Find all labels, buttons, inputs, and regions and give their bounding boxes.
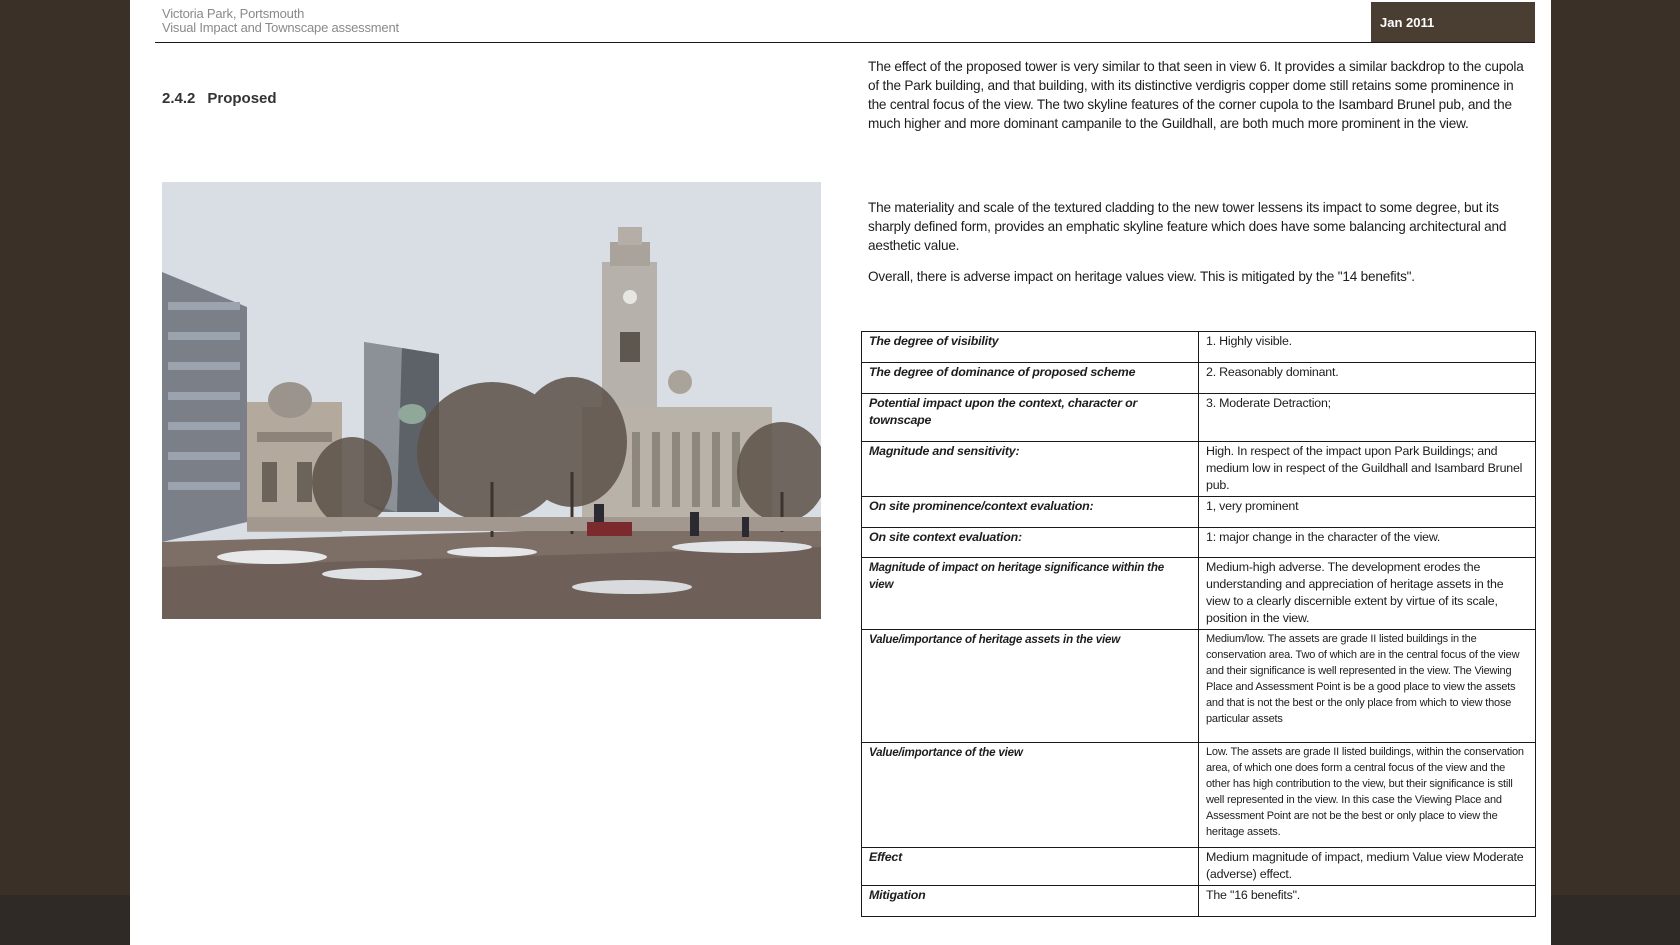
row-criterion: Value/importance of heritage assets in the view (862, 630, 1199, 743)
row-assessment: 1, very prominent (1199, 497, 1536, 528)
section-title: Proposed (207, 90, 277, 107)
table-row (862, 743, 1536, 848)
row-criterion: Effect (862, 848, 1199, 886)
section-number: 2.4.2 (162, 90, 196, 107)
document-page (130, 0, 1551, 945)
row-assessment: The "16 benefits". (1199, 886, 1536, 917)
row-criterion: The degree of dominance of proposed scheme (862, 363, 1199, 394)
table-row (862, 848, 1536, 886)
paragraph-materiality: The materiality and scale of the textured cladding to the new tower lessens its impact to some degree, but its sharply defined form, provides an emphatic skyline feature which does have some balancing architectural and aesthetic value. (868, 200, 1507, 253)
section-heading (162, 90, 277, 107)
row-assessment: 2. Reasonably dominant. (1199, 363, 1536, 394)
page-header (162, 7, 399, 35)
row-assessment: 1: major change in the character of the view. (1199, 528, 1536, 558)
table-row (862, 886, 1536, 917)
table-row (862, 630, 1536, 743)
header-subtitle: Visual Impact and Townscape assessment (162, 20, 399, 35)
row-assessment: 3. Moderate Detraction; (1199, 394, 1536, 442)
row-criterion: The degree of visibility (862, 332, 1199, 363)
table-row (862, 528, 1536, 558)
view-photograph (162, 182, 821, 619)
table-row (862, 363, 1536, 394)
paragraph-overall: Overall, there is adverse impact on heritage values view. This is mitigated by the "14 benefits". (868, 269, 1415, 284)
assessment-table (861, 331, 1536, 917)
table-row (862, 442, 1536, 497)
photo-guildhall-square-proposed-tower (162, 182, 821, 619)
table-row (862, 497, 1536, 528)
paragraph-effect: The effect of the proposed tower is very similar to that seen in view 6. It provides a similar backdrop to the cupola of the Park building, and that building, with its distinctive verdigris copper dome still retains some prominence in the central focus of the view. The two skyline features of the corner cupola to the Isambard Brunel pub, and the much higher and more dominant campanile to the Guildhall, are both much more prominent in the view. (868, 59, 1524, 131)
row-criterion: Potential impact upon the context, character or townscape (862, 394, 1199, 442)
row-criterion: On site prominence/context evaluation: (862, 497, 1199, 528)
row-assessment: 1. Highly visible. (1199, 332, 1536, 363)
row-assessment: High. In respect of the impact upon Park Buildings; and medium low in respect of the Guildhall and Isambard Brunel pub. (1199, 442, 1536, 497)
row-criterion: Value/importance of the view (862, 743, 1199, 848)
row-assessment: Low. The assets are grade II listed buildings, within the conservation area, of which one does form a central focus of the view and the other has high contribution to the view, but their significance is still well represented in the view. In this case the Viewing Place and Assessment Point are not be the best or only place to view the heritage assets. (1199, 743, 1536, 848)
date-label: Jan 2011 (1380, 14, 1435, 30)
date-badge (1371, 2, 1535, 42)
row-assessment: Medium/low. The assets are grade II listed buildings in the conservation area. Two of which are in the central focus of the view and their significance is well represented in the view. The Viewing Place and Assessment Point is be a good place to view the assets and that is not the best or the only place from which to view those particular assets (1199, 630, 1536, 743)
header-rule (155, 42, 1535, 43)
header-location: Victoria Park, Portsmouth (162, 6, 305, 21)
row-criterion: Mitigation (862, 886, 1199, 917)
row-assessment: Medium magnitude of impact, medium Value view Moderate (adverse) effect. (1199, 848, 1536, 886)
row-criterion: Magnitude and sensitivity: (862, 442, 1199, 497)
table-row (862, 558, 1536, 630)
table-row (862, 394, 1536, 442)
row-assessment: Medium-high adverse. The development erodes the understanding and appreciation of heritage assets in the view to a clearly discernible extent by virtue of its scale, position in the view. (1199, 558, 1536, 630)
row-criterion: On site context evaluation: (862, 528, 1199, 558)
row-criterion: Magnitude of impact on heritage significance within the view (862, 558, 1199, 630)
table-row (862, 332, 1536, 363)
